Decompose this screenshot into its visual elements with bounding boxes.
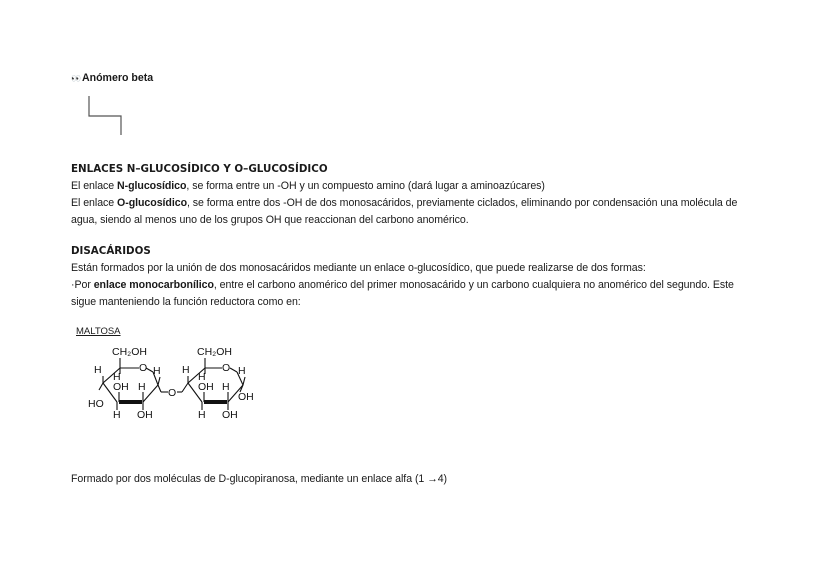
term-o-glucosidico: O-glucosídico	[117, 197, 188, 209]
label-ch2oh-2: CH₂OH	[197, 346, 232, 358]
paragraph-disacaridos: Están formados por la unión de dos monosacáridos mediante un enlace o-glucosídico, que puede realizarse de dos formas:	[71, 262, 646, 274]
text: El enlace	[71, 197, 118, 209]
label-ch2oh-1: CH₂OH	[112, 346, 147, 358]
term-monocarbonilico: enlace monocarbonílico	[93, 279, 214, 291]
term-n-glucosidico: N-glucosídico	[117, 180, 187, 192]
section-heading-disacaridos: DISACÁRIDOS	[71, 245, 151, 257]
figure-caption-maltosa: MALTOSA	[76, 326, 121, 337]
label-h: H	[94, 364, 102, 376]
label-h: H	[238, 365, 246, 377]
footer-description: Formado por dos moléculas de D-glucopiranosa, mediante un enlace alfa (1 →4)	[71, 473, 448, 485]
label-oh: OH	[222, 409, 238, 421]
label-oh: OH	[137, 409, 153, 421]
label-h: H	[138, 381, 146, 393]
label-ho: HO	[88, 398, 104, 410]
label-oh: OH	[198, 381, 214, 393]
eyes-icon: 👀	[71, 73, 80, 83]
label-ring-o-2: O	[222, 362, 231, 374]
label-h: H	[198, 371, 206, 383]
label-h: H	[222, 381, 230, 393]
label-glycosidic-o: O	[168, 387, 177, 399]
label-ring-o-1: O	[139, 362, 148, 374]
label-h: H	[198, 409, 206, 421]
label-h: H	[182, 364, 190, 376]
label-oh: OH	[238, 391, 254, 403]
label-oh: OH	[113, 381, 129, 393]
text: ·Por	[71, 279, 94, 291]
section-heading-enlaces: ENLACES N–GLUCOSÍDICO Y O–GLUCOSÍDICO	[71, 163, 328, 175]
anomero-beta-label: Anómero beta	[81, 72, 154, 84]
label-h: H	[153, 365, 161, 377]
text: , se forma entre un -OH y un compuesto amino (dará lugar a aminoazúcares)	[186, 180, 545, 192]
text: , se forma entre dos -OH de dos monosacáridos, previamente ciclados, eliminando por condensación una molécula de	[187, 197, 738, 209]
text: , entre el carbono anomérico del primer monosacárido y un carbono cualquiera no anomérico del segundo. Este	[213, 279, 734, 291]
label-h: H	[113, 409, 121, 421]
label-h: H	[113, 371, 121, 383]
paragraph-o-glucosidico-cont: agua, siendo al menos uno de los grupos OH que reaccionan del carbono anomérico.	[71, 214, 469, 226]
text: El enlace	[71, 180, 118, 192]
paragraph-monocarbonilico-cont: sigue manteniendo la función reductora como en:	[71, 296, 301, 308]
